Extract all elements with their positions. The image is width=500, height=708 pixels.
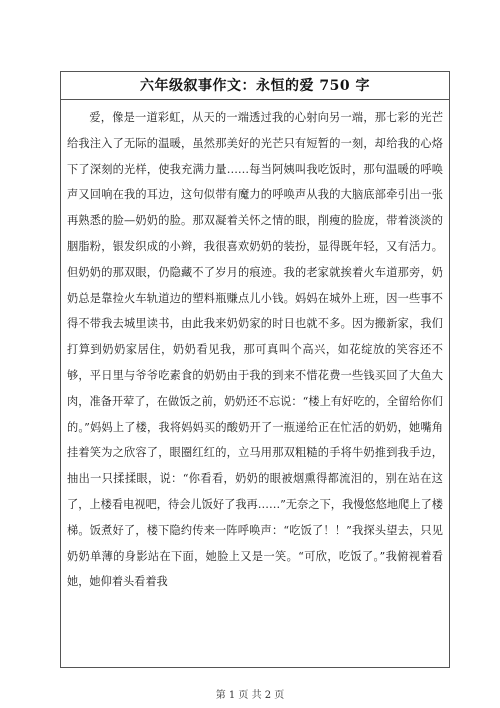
page-number-footer: 第 1 页 共 2 页 [215,690,285,701]
essay-body: 爱，像是一道彩虹，从天的一端透过我的心射向另一端，那七彩的光芒给我注入了无际的温暖，虽然那美好的光芒只有短暂的一刻，却给我的心烙下了深刻的光样，使我充满力量……每当阿姨叫我吃饭时，那句温暖的呼唤声又回响在我的耳边，这句似带有魔力的呼唤声从我的大脑底部牵引出一张再熟悉的脸—奶奶的脸。那双凝着关怀之情的眼，削瘦的脸庞，带着淡淡的胭脂粉，银发织成的小辫，我很喜欢奶奶的装扮，显得既年轻，又有活力。但奶奶的那双眼，仍隐藏不了岁月的痕迹。我的老家就挨着火车道那旁，奶奶总是靠捡火车轨道边的塑料瓶赚点儿小钱。妈妈在城外上班，因一些事不得不带我去城里读书，由此我来奶奶家的时日也就不多。因为搬新家，我们打算到奶奶家居住，奶奶看见我，那可真叫个高兴，如花绽放的笑容还不够，平日里与爷爷吃素食的奶奶由于我的到来不惜花费一些钱买回了大鱼大肉，准备开荤了，在做饭之前，奶奶还不忘说：“楼上有好吃的，全留给你们的。”妈妈上了楼，我将妈妈买的酸奶开了一瓶递给正在忙活的奶奶，她嘴角挂着笑为之欣容了，眼圈红红的，立马用那双粗糙的手将牛奶推到我手边，抽出一只揉揉眼，说：“你看看，奶奶的眼被烟熏得都流泪的，别在站在这了，上楼看电视吧，待会儿饭好了我再……”无奈之下，我慢悠悠地爬上了楼梯。饭煮好了，楼下隐约传来一阵呼唤声：“吃饭了！！”我探头望去，只见奶奶单薄的身影站在下面，她脸上又是一笑。“可欣，吃饭了。”我俯视着看她，她仰着头看着我 [67,111,443,589]
essay-title: 六年级叙事作文：永恒的爱 750 字 [61,72,449,100]
essay-table [60,71,450,668]
